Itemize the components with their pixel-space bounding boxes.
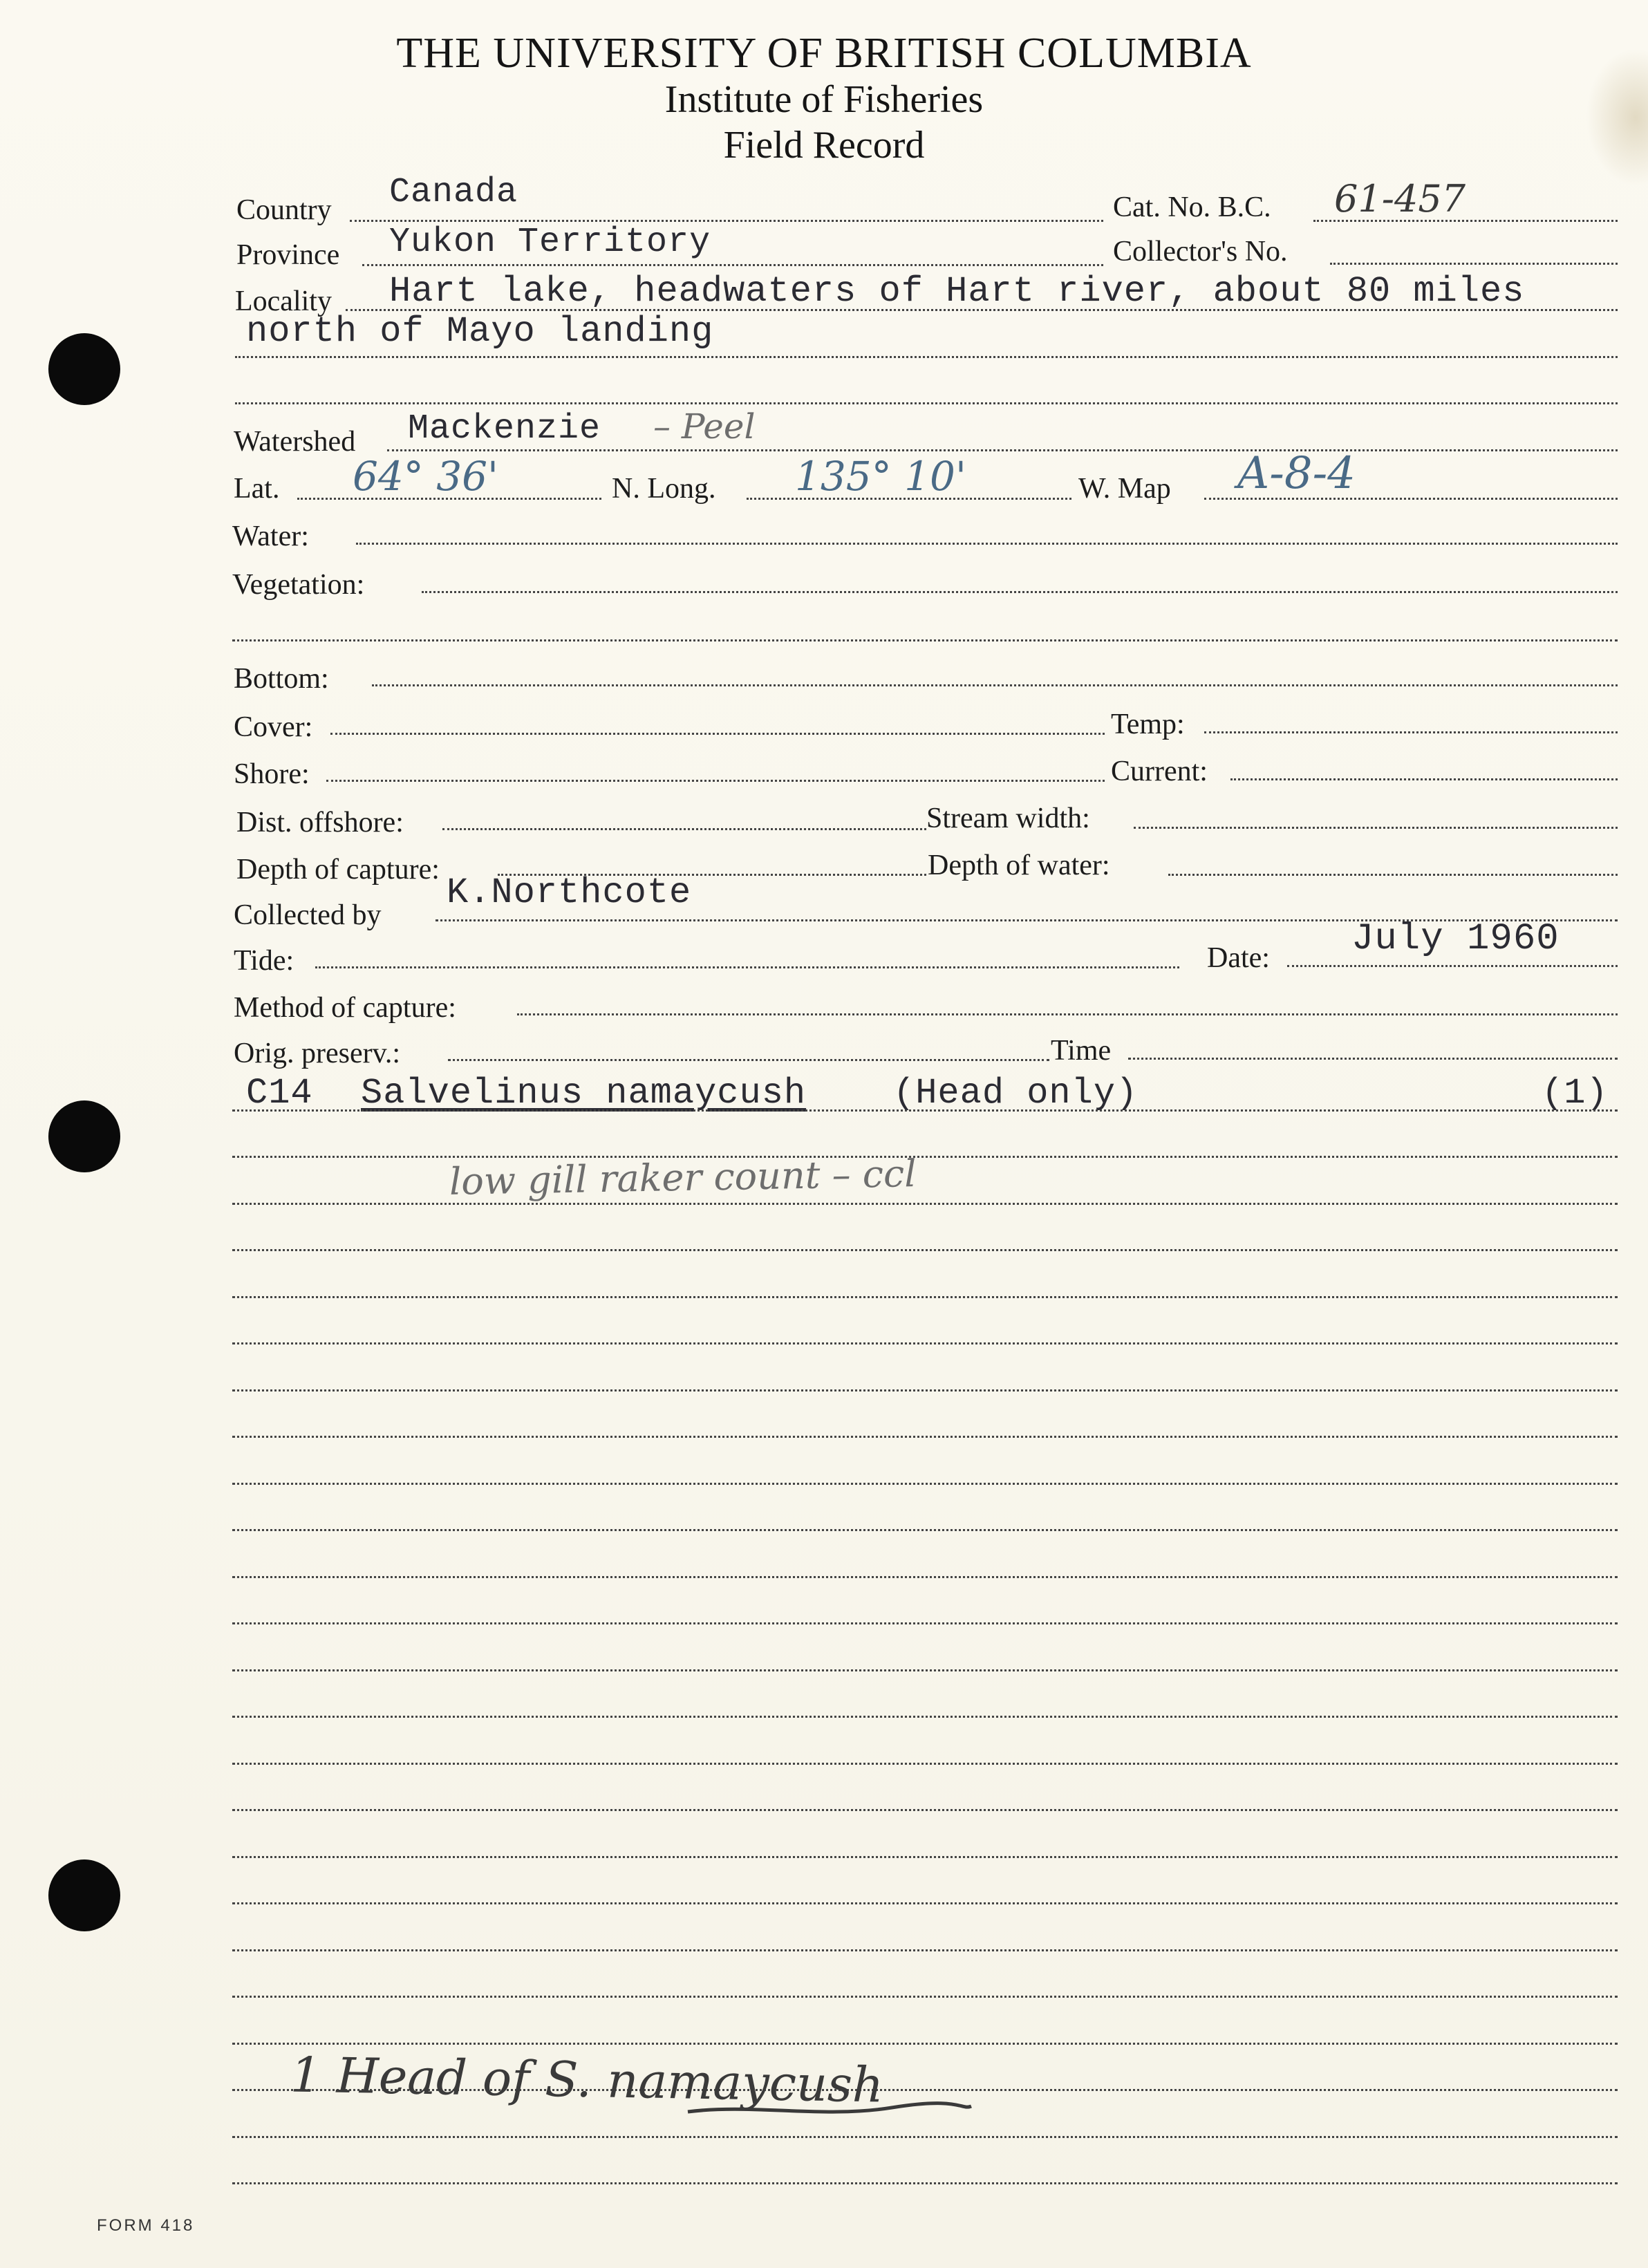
water-label: Water: — [232, 521, 309, 552]
binder-hole-bottom — [48, 1859, 120, 1931]
watershed-value: Mackenzie — [408, 409, 601, 449]
w-map-label: W. Map — [1078, 473, 1171, 505]
province-value: Yukon Territory — [389, 223, 711, 262]
lat-label: Lat. — [234, 473, 280, 505]
province-line — [362, 264, 1103, 266]
country-line — [350, 220, 1103, 222]
watershed-hand-note: – Peel — [653, 406, 756, 447]
specimen-species: Salvelinus namaycush — [361, 1073, 807, 1114]
note-line — [232, 1156, 1618, 1158]
cover-label: Cover: — [234, 711, 313, 743]
note-line — [232, 1296, 1618, 1298]
lat-value: 64° 36' — [353, 453, 498, 500]
date-value: July 1960 — [1351, 918, 1560, 960]
cat-no-label: Cat. No. B.C. — [1113, 191, 1271, 223]
note-line — [232, 1342, 1618, 1344]
vegetation-line-2 — [232, 639, 1618, 641]
watershed-line — [387, 449, 1618, 451]
time-line — [1128, 1058, 1618, 1060]
university-title: THE UNIVERSITY OF BRITISH COLUMBIA — [396, 30, 1252, 77]
dist-offshore-line — [442, 828, 926, 830]
head-note-underline — [684, 2098, 975, 2126]
note-line — [232, 1902, 1618, 1904]
long-value: 135° 10' — [795, 453, 966, 500]
collected-by-value: K.Northcote — [447, 872, 692, 913]
form-number: FORM 418 — [97, 2216, 195, 2235]
note-line — [232, 1109, 1618, 1112]
watershed-label: Watershed — [234, 426, 356, 458]
note-line — [232, 1389, 1618, 1391]
method-capture-line — [517, 1013, 1618, 1015]
current-label: Current: — [1111, 756, 1208, 787]
province-label: Province — [236, 239, 340, 271]
locality-value-1: Hart lake, headwaters of Hart river, about 80 miles — [389, 271, 1525, 312]
note-line — [232, 1576, 1618, 1578]
depth-water-label: Depth of water: — [928, 850, 1110, 881]
temp-line — [1204, 731, 1618, 733]
current-line — [1230, 778, 1618, 780]
locality-line-2 — [235, 356, 1618, 358]
note-line — [232, 1483, 1618, 1485]
note-line — [232, 1203, 1618, 1205]
note-line — [232, 1809, 1618, 1811]
water-line — [356, 543, 1618, 545]
temp-label: Temp: — [1111, 709, 1185, 740]
vegetation-label: Vegetation: — [232, 569, 365, 601]
gill-raker-note: low gill raker count – ccl — [449, 1152, 917, 1203]
bottom-line — [372, 684, 1618, 686]
note-line — [232, 1436, 1618, 1438]
institute-title: Institute of Fisheries — [664, 78, 984, 121]
note-line — [232, 2136, 1618, 2138]
note-line — [232, 2043, 1618, 2045]
date-line — [1287, 965, 1618, 967]
locality-label: Locality — [235, 285, 332, 317]
note-line — [232, 1949, 1618, 1951]
record-title: Field Record — [723, 124, 925, 167]
head-note: 1 Head of S. namaycush — [290, 2046, 884, 2114]
specimen-note: (Head only) — [893, 1073, 1139, 1114]
date-label: Date: — [1207, 942, 1270, 974]
note-line — [232, 2182, 1618, 2184]
specimen-code: C14 — [246, 1073, 313, 1114]
country-label: Country — [236, 194, 332, 226]
method-capture-label: Method of capture: — [234, 992, 456, 1024]
shore-line — [326, 780, 1105, 782]
cat-no-value: 61-457 — [1334, 177, 1466, 221]
note-line — [232, 1856, 1618, 1858]
binder-hole-middle — [48, 1100, 120, 1172]
tide-line — [315, 966, 1179, 968]
orig-preserv-label: Orig. preserv.: — [234, 1038, 401, 1069]
collected-by-label: Collected by — [234, 899, 382, 931]
map-value: A-8-4 — [1237, 448, 1356, 499]
n-long-label: N. Long. — [612, 473, 716, 505]
note-line — [232, 1996, 1618, 1998]
shore-label: Shore: — [234, 758, 310, 790]
depth-water-line — [1168, 874, 1618, 876]
collectors-no-line — [1330, 263, 1618, 265]
note-line — [232, 1763, 1618, 1765]
stream-width-label: Stream width: — [926, 803, 1090, 834]
bottom-label: Bottom: — [234, 663, 329, 695]
locality-value-2: north of Mayo landing — [246, 311, 714, 352]
note-line — [232, 1716, 1618, 1718]
locality-line-3 — [235, 402, 1618, 404]
note-line — [232, 1529, 1618, 1531]
country-value: Canada — [389, 173, 518, 212]
note-line — [232, 1249, 1618, 1251]
binder-hole-top — [48, 333, 120, 405]
specimen-count: (1) — [1542, 1073, 1609, 1114]
depth-capture-label: Depth of capture: — [236, 854, 440, 885]
stream-width-line — [1134, 827, 1618, 829]
vegetation-line-1 — [422, 591, 1618, 593]
note-line — [232, 1622, 1618, 1624]
orig-preserv-line — [448, 1059, 1049, 1061]
collectors-no-label: Collector's No. — [1113, 236, 1288, 268]
dist-offshore-label: Dist. offshore: — [236, 807, 404, 838]
cover-line — [330, 733, 1105, 735]
time-label: Time — [1051, 1035, 1112, 1067]
note-line — [232, 1669, 1618, 1671]
tide-label: Tide: — [234, 945, 294, 977]
